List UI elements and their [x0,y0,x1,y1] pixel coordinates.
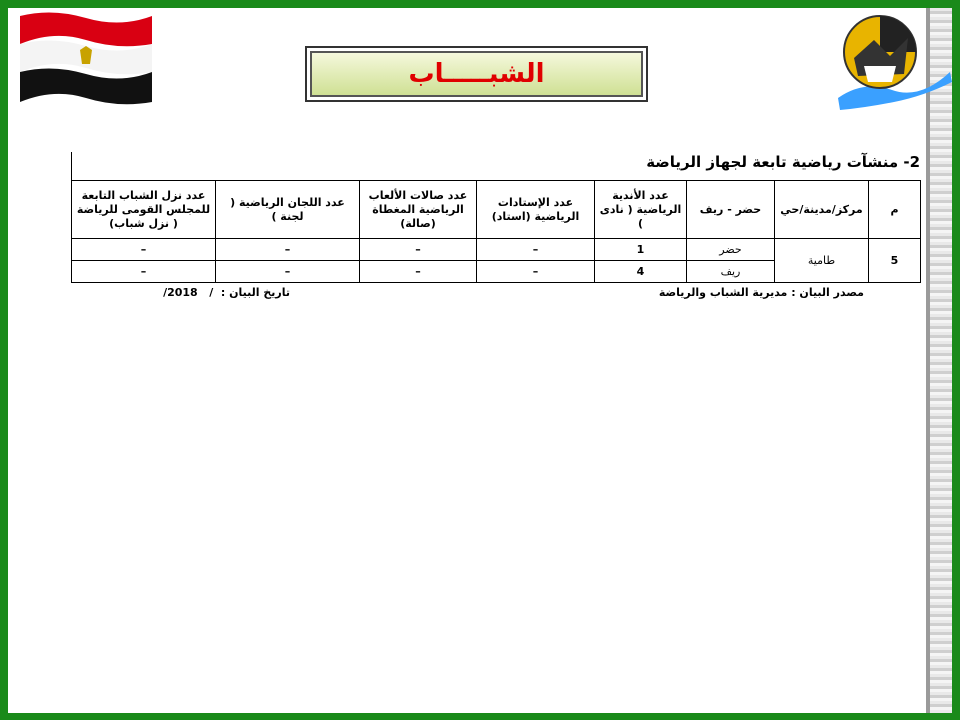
egypt-flag-icon [18,10,154,106]
row-index: 5 [869,239,921,283]
header-urban-rural: حضر - ريف [687,181,775,239]
row-type-rural: ريف [687,261,775,283]
page-title: الشبـــــاب [310,51,643,97]
section-title: 2- منشآت رياضية تابعة لجهاز الرياضة [646,153,920,171]
sports-facilities-table [71,180,921,283]
row-markaz: طامية [775,239,869,283]
header-committees: عدد اللجان الرياضية ( لجنة ) [216,181,360,239]
cell-committees-urban: – [216,239,360,261]
governorate-logo-icon [834,10,954,112]
cell-stadiums-rural: – [477,261,595,283]
side-decorative-strip [926,8,952,714]
cell-committees-rural: – [216,261,360,283]
data-source-note: مصدر البيان : مديرية الشباب والرياضة [658,286,864,299]
row-type-urban: حضر [687,239,775,261]
cell-halls-urban: – [360,239,477,261]
header-clubs: عدد الأندية الرياضية ( نادى ) [595,181,687,239]
header-halls: عدد صالات الألعاب الرياضية المغطاة (صالة) [360,181,477,239]
header-stadiums: عدد الإستادات الرياضية (استاد) [477,181,595,239]
cell-halls-rural: – [360,261,477,283]
data-date-note: تاريخ البيان : / 2018/ [163,286,290,299]
cell-hostels-urban: – [72,239,216,261]
cell-hostels-rural: – [72,261,216,283]
table-left-rule [71,152,72,182]
header-markaz: مركز/مدينة/حي [775,181,869,239]
table-header-row [72,181,921,239]
table-row [72,239,921,261]
cell-stadiums-urban: – [477,239,595,261]
header-hostels: عدد نزل الشباب التابعة للمجلس القومى للرياضة ( نزل شباب) [72,181,216,239]
cell-clubs-urban: 1 [595,239,687,261]
header-index: م [869,181,921,239]
title-box [305,46,648,102]
cell-clubs-rural: 4 [595,261,687,283]
